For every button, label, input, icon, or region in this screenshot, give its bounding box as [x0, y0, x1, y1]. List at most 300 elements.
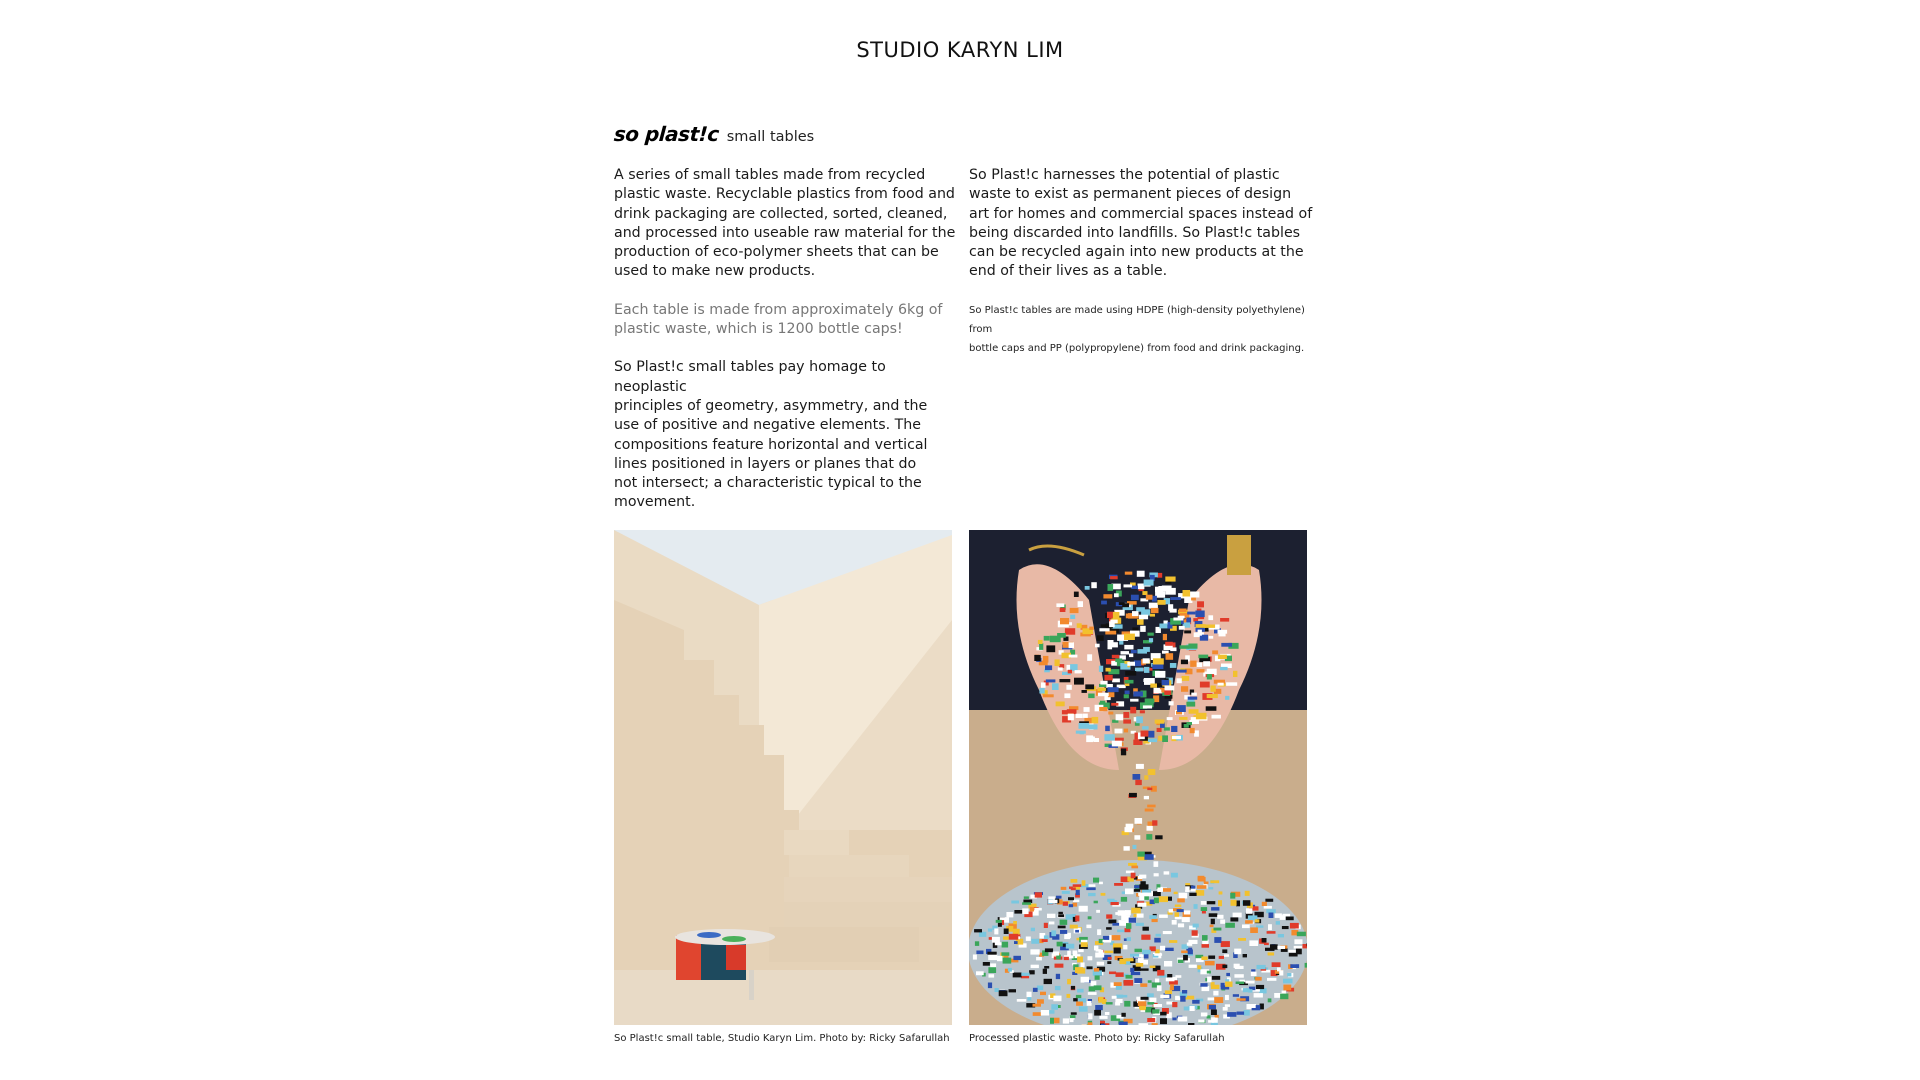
flake — [1098, 997, 1103, 1003]
flake — [1034, 655, 1041, 661]
flake — [1165, 588, 1176, 595]
flake — [1131, 866, 1138, 869]
flake — [1223, 1007, 1228, 1011]
flake — [1034, 908, 1042, 911]
flake — [1225, 1004, 1230, 1007]
flake — [1133, 691, 1143, 696]
flake — [1197, 601, 1204, 607]
flake — [1062, 710, 1067, 714]
flake — [1106, 927, 1112, 930]
flake — [1070, 925, 1078, 929]
flake — [1139, 875, 1146, 879]
flake — [1086, 925, 1091, 929]
flake — [1045, 665, 1052, 670]
flake — [1221, 643, 1232, 647]
flake — [987, 952, 996, 955]
waste-fact-paragraph: Each table is made from approximately 6kg of plastic waste, which is 1200 bottle caps! — [614, 301, 943, 338]
flake — [1131, 972, 1140, 975]
flake — [1149, 603, 1158, 609]
flake — [1165, 990, 1172, 994]
flake — [1160, 995, 1169, 998]
flake — [1123, 712, 1129, 718]
flake — [1209, 913, 1218, 917]
flake — [1099, 1016, 1107, 1019]
flake — [1095, 644, 1100, 648]
flake — [1201, 901, 1207, 905]
flake — [1089, 627, 1094, 630]
flake — [1294, 946, 1303, 949]
flake — [1163, 634, 1167, 640]
flake — [1009, 989, 1017, 992]
flake — [1203, 661, 1210, 666]
flake — [973, 955, 977, 960]
flake — [1097, 635, 1104, 641]
flake — [1141, 935, 1150, 940]
flake — [988, 983, 992, 989]
flake — [1120, 995, 1127, 998]
flake — [1114, 948, 1121, 954]
flake — [1177, 705, 1186, 712]
flake — [1112, 655, 1119, 659]
flake — [1067, 665, 1071, 670]
flake — [1094, 1010, 1101, 1016]
flake — [1197, 965, 1201, 969]
flake — [1133, 774, 1141, 780]
flake — [1105, 726, 1110, 731]
flake — [1060, 679, 1071, 682]
flake — [1262, 902, 1267, 906]
flake — [1170, 663, 1177, 668]
flake — [1033, 1012, 1041, 1016]
flake — [1087, 654, 1092, 661]
flake — [1283, 985, 1291, 991]
flake — [998, 923, 1002, 927]
flake — [1233, 994, 1239, 997]
flake — [1017, 999, 1027, 1002]
flake — [1096, 910, 1100, 913]
flake — [1056, 974, 1060, 979]
flake — [1208, 615, 1213, 620]
flake — [1124, 980, 1134, 986]
flake — [1297, 932, 1306, 937]
flake — [1172, 920, 1177, 925]
flake — [1153, 658, 1164, 664]
flake — [1013, 921, 1017, 924]
flake — [1106, 1002, 1113, 1004]
flake — [1255, 977, 1262, 981]
flake — [1167, 974, 1172, 977]
flake — [1135, 949, 1142, 952]
flake — [1144, 667, 1149, 673]
flake — [1214, 937, 1221, 943]
flake — [1198, 630, 1202, 636]
flake — [1058, 926, 1066, 929]
flake — [1136, 963, 1144, 967]
flake — [1251, 969, 1255, 972]
flake — [1202, 944, 1210, 948]
flake — [1073, 998, 1078, 1001]
flake — [1159, 624, 1167, 629]
flake — [1287, 973, 1291, 977]
flake — [1115, 738, 1124, 741]
flake — [1157, 573, 1162, 578]
flake — [1103, 594, 1112, 598]
flake — [1139, 615, 1148, 620]
flake — [1125, 671, 1136, 676]
flake — [1085, 586, 1090, 590]
flake — [1190, 592, 1200, 598]
flake — [1246, 908, 1252, 914]
flake — [1204, 625, 1215, 628]
flake — [1237, 998, 1246, 1001]
flake — [1264, 943, 1269, 945]
flake — [1183, 590, 1191, 597]
flake — [1188, 644, 1197, 649]
flake — [1213, 991, 1218, 996]
flake — [1128, 863, 1137, 866]
flake — [1135, 780, 1142, 785]
flake — [1269, 913, 1274, 919]
project-subtitle: small tables — [726, 129, 815, 145]
flake — [1148, 980, 1152, 983]
flake — [1009, 934, 1019, 940]
flake — [1166, 978, 1175, 982]
flake — [1013, 929, 1020, 935]
flake — [1146, 834, 1152, 840]
flake — [1137, 741, 1142, 745]
flake — [1211, 1017, 1215, 1021]
flake — [1043, 969, 1047, 974]
flake — [1116, 972, 1124, 977]
flake — [1093, 878, 1099, 883]
flake — [1282, 926, 1289, 929]
flake — [1146, 595, 1153, 600]
flake — [1117, 930, 1126, 933]
flake — [1048, 896, 1055, 899]
flake — [1225, 696, 1229, 700]
flake — [1104, 734, 1114, 741]
flake — [1075, 930, 1079, 933]
flake — [1175, 905, 1182, 907]
flake — [1058, 914, 1064, 917]
flake — [1169, 940, 1177, 943]
materials-note: So Plast!c tables are made using HDPE (high-density polyethylene) from bottle caps and PP (polypropylene) from food and drink packaging. — [969, 304, 1305, 354]
staircase-table-illustration — [614, 530, 952, 1025]
flake — [1077, 957, 1083, 963]
flake — [1148, 633, 1154, 636]
flake — [1056, 603, 1064, 607]
flake — [1245, 891, 1250, 896]
flake — [1046, 679, 1056, 682]
flake — [1064, 934, 1070, 939]
flake — [1114, 593, 1119, 597]
flake — [1115, 999, 1122, 1003]
flake — [1277, 946, 1285, 949]
flake — [1171, 726, 1177, 732]
flake — [1055, 964, 1064, 968]
flake — [1210, 880, 1219, 883]
stair-step-3 — [784, 877, 952, 902]
flake — [1068, 714, 1074, 721]
flake — [1111, 703, 1118, 706]
flake — [1131, 873, 1136, 879]
flake — [1040, 992, 1046, 995]
flake — [1148, 739, 1157, 743]
flake — [1224, 954, 1229, 957]
flake — [1076, 890, 1080, 895]
flake — [1124, 694, 1129, 698]
flake — [1133, 845, 1137, 849]
flake — [1099, 666, 1103, 672]
flake — [1026, 937, 1031, 941]
flake — [1219, 956, 1224, 959]
flake — [1044, 636, 1050, 641]
flake — [1076, 714, 1083, 718]
flake — [1225, 923, 1235, 928]
flake — [1074, 678, 1084, 685]
flake — [1001, 952, 1009, 956]
flake — [1195, 611, 1204, 618]
flake — [1157, 970, 1164, 976]
flake — [1059, 664, 1064, 668]
flake — [1111, 642, 1118, 647]
flake — [1210, 925, 1214, 928]
flake — [1198, 877, 1206, 882]
flake — [1166, 1002, 1173, 1005]
flake — [1143, 705, 1152, 708]
flake — [1041, 1010, 1049, 1016]
flake — [989, 974, 995, 977]
flake — [1021, 976, 1029, 979]
flake — [1137, 571, 1145, 577]
flake — [1061, 887, 1067, 890]
flake — [1024, 896, 1029, 899]
flake — [1144, 580, 1154, 586]
table-top-blue — [697, 932, 721, 938]
flake — [1143, 658, 1150, 663]
flake — [1077, 989, 1084, 993]
project-heading — [614, 122, 814, 146]
flake — [1152, 820, 1157, 825]
flake — [1138, 1001, 1147, 1006]
flake — [1127, 662, 1135, 666]
flake — [1234, 974, 1243, 978]
flake — [1160, 1018, 1167, 1024]
plastic-flakes-illustration — [969, 530, 1307, 1025]
flake — [1162, 735, 1168, 742]
flake — [1230, 917, 1238, 921]
flake — [1114, 883, 1123, 886]
flake — [1112, 741, 1122, 747]
flake — [1118, 910, 1126, 915]
flake — [1126, 923, 1131, 929]
flake — [1283, 979, 1293, 984]
flake — [1142, 950, 1151, 955]
flake — [1211, 919, 1215, 925]
flake — [1250, 1005, 1256, 1008]
flake — [1233, 671, 1237, 677]
flake — [1078, 949, 1084, 952]
flake — [1279, 970, 1283, 975]
flake — [1214, 928, 1222, 931]
flake — [1182, 676, 1190, 681]
flake — [1082, 690, 1087, 693]
flake — [1044, 966, 1049, 969]
flake — [1013, 956, 1021, 960]
flake — [1072, 903, 1077, 907]
flake — [1144, 796, 1149, 799]
flake — [1108, 692, 1115, 697]
flake — [1124, 634, 1135, 640]
flake — [1090, 737, 1095, 742]
flake — [1220, 667, 1228, 670]
flake — [1159, 915, 1168, 918]
flake — [1152, 1009, 1159, 1013]
flake — [1108, 957, 1112, 960]
flake — [1124, 729, 1128, 733]
flake — [1125, 958, 1133, 961]
flake — [1076, 1002, 1083, 1006]
flake — [1194, 904, 1198, 909]
flake — [1179, 717, 1187, 720]
flake — [1202, 935, 1208, 941]
flake — [1132, 611, 1139, 616]
flake — [1150, 614, 1155, 617]
flake — [1036, 957, 1042, 960]
flake — [1004, 929, 1009, 935]
flake — [1186, 618, 1191, 623]
flake — [1140, 968, 1149, 970]
flake — [1169, 701, 1174, 705]
flake — [1071, 1012, 1077, 1015]
flake — [1112, 679, 1120, 683]
flake — [1134, 835, 1140, 840]
flake — [1282, 914, 1290, 917]
flake — [1178, 960, 1184, 963]
flake — [1206, 706, 1217, 711]
flake — [1130, 954, 1139, 957]
flake — [1222, 965, 1227, 969]
flake — [1006, 912, 1013, 917]
flake — [1081, 940, 1088, 943]
flake — [1264, 906, 1272, 909]
flake — [1154, 898, 1159, 904]
flake — [1221, 941, 1230, 947]
flake — [1165, 642, 1173, 646]
flake — [1267, 931, 1276, 934]
flake — [1170, 597, 1181, 600]
flake — [1057, 633, 1066, 638]
flake — [1177, 898, 1185, 902]
flake — [1088, 694, 1094, 699]
flake — [1225, 995, 1229, 1000]
flake — [1143, 647, 1150, 652]
flake — [1095, 953, 1104, 958]
flake — [1043, 694, 1054, 697]
flake — [1088, 893, 1096, 896]
flake — [1136, 716, 1143, 723]
flake — [1186, 702, 1195, 707]
flake — [1042, 939, 1048, 942]
flake — [1174, 892, 1178, 894]
flake — [1027, 992, 1032, 997]
flake — [1037, 986, 1043, 991]
flake — [1272, 962, 1281, 967]
flake — [1075, 916, 1079, 922]
flake — [1191, 886, 1195, 889]
flake — [1129, 793, 1137, 797]
flake — [1092, 717, 1099, 723]
stair-step-4 — [784, 902, 952, 927]
flake — [1131, 908, 1140, 914]
flake — [1125, 910, 1131, 915]
flake — [1087, 1001, 1092, 1006]
flake — [1198, 655, 1208, 659]
flake — [1123, 720, 1131, 724]
flake — [1225, 982, 1232, 987]
flake — [1045, 948, 1053, 952]
stair-step-1 — [784, 830, 849, 855]
flake — [1267, 978, 1276, 981]
flake — [1208, 956, 1215, 959]
potential-paragraph: So Plast!c harnesses the potential of plastic waste to exist as permanent pieces of design art for homes and commercial spaces instead of being discarded into landfills. So Plast!c tables can be recycled again into new products at the end of their lives as a table. — [969, 167, 1313, 280]
flake — [1211, 686, 1216, 692]
flake — [1123, 664, 1127, 669]
flake — [1255, 919, 1260, 922]
flake — [1055, 986, 1061, 990]
flake — [1202, 986, 1210, 991]
flake — [1226, 682, 1237, 686]
flake — [1101, 1024, 1106, 1025]
waste-photo-caption: Processed plastic waste. Photo by: Ricky Safarullah — [969, 1033, 1225, 1044]
flake — [974, 929, 982, 932]
flake — [1063, 1018, 1069, 1023]
flake — [1140, 710, 1145, 713]
flake — [1077, 968, 1085, 973]
flake — [1137, 903, 1146, 907]
flake — [1124, 680, 1133, 684]
flake — [1011, 901, 1019, 904]
flake — [1152, 919, 1158, 922]
flake — [1067, 709, 1077, 714]
flake — [1070, 1015, 1076, 1018]
flake — [1053, 996, 1061, 1002]
flake — [1031, 939, 1039, 944]
flake — [999, 990, 1008, 996]
flake — [1243, 900, 1251, 906]
flake — [1218, 630, 1228, 634]
flake — [1088, 1013, 1092, 1019]
flake — [1254, 993, 1263, 997]
flake — [976, 951, 983, 955]
flake — [1207, 674, 1212, 679]
flake — [1114, 982, 1122, 986]
flake — [1184, 630, 1191, 633]
flake — [1003, 936, 1009, 939]
flake — [1155, 720, 1165, 724]
flake — [1201, 957, 1207, 961]
flake — [1039, 643, 1043, 650]
flake — [1201, 907, 1207, 911]
flake — [1180, 645, 1190, 649]
flake — [1124, 846, 1130, 851]
flake — [1140, 983, 1147, 987]
flake — [1125, 889, 1134, 895]
flake — [1122, 603, 1129, 607]
flake — [1069, 904, 1073, 907]
flake — [1211, 985, 1220, 989]
flake — [1142, 726, 1149, 729]
